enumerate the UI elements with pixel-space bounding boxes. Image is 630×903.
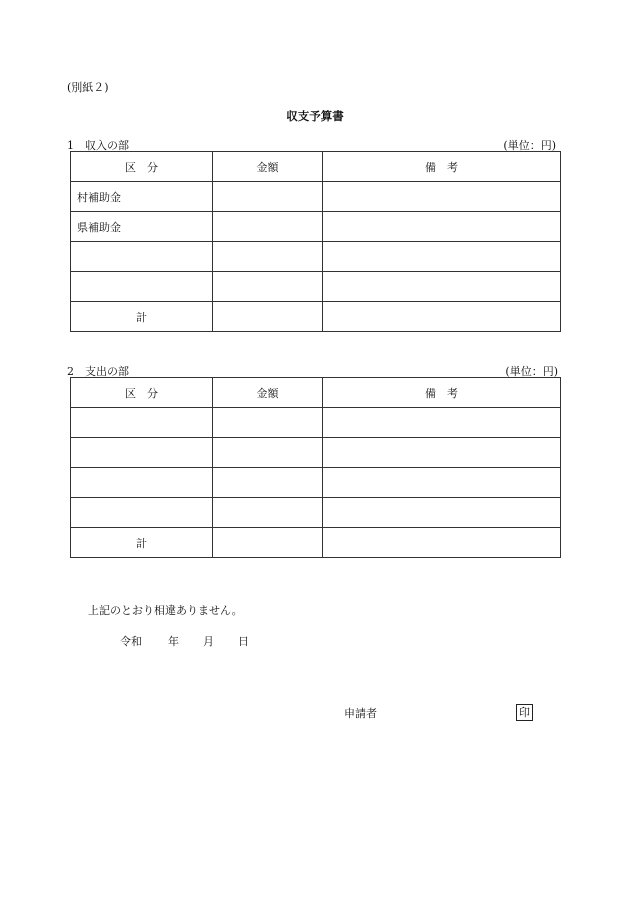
income-row-remarks [323, 242, 561, 272]
expenditure-header-remarks: 備 考 [323, 378, 561, 408]
expenditure-row [71, 408, 561, 438]
income-row-amount [213, 212, 323, 242]
applicant-label: 申請者 [344, 707, 377, 720]
expenditure-row-remarks [323, 468, 561, 498]
expenditure-row-remarks [323, 408, 561, 438]
expenditure-row [71, 438, 561, 468]
income-row [71, 182, 561, 212]
income-header-remarks: 備 考 [323, 152, 561, 182]
seal-mark: 印 [516, 704, 533, 721]
date-month: 月 [203, 635, 214, 648]
expenditure-row-category [71, 438, 213, 468]
expenditure-row-amount [213, 468, 323, 498]
expenditure-total-label: 計 [71, 528, 213, 558]
annex-label: (別紙２) [67, 81, 109, 94]
income-table [70, 151, 561, 332]
income-total-amount [213, 302, 323, 332]
expenditure-total-row [71, 528, 561, 558]
income-header-row [71, 152, 561, 182]
income-row [71, 212, 561, 242]
income-row [71, 272, 561, 302]
expenditure-row-remarks [323, 498, 561, 528]
income-total-remarks [323, 302, 561, 332]
income-row-category: 県補助金 [71, 212, 213, 242]
income-row-category: 村補助金 [71, 182, 213, 212]
expenditure-row-category [71, 498, 213, 528]
income-row-amount [213, 182, 323, 212]
expenditure-header-amount: 金額 [213, 378, 323, 408]
expenditure-header-row [71, 378, 561, 408]
expenditure-row-remarks [323, 438, 561, 468]
income-header-category: 区 分 [71, 152, 213, 182]
expenditure-row-category [71, 468, 213, 498]
date-year: 年 [168, 635, 179, 648]
expenditure-row [71, 498, 561, 528]
expenditure-section-heading: 2 支出の部 [67, 365, 129, 378]
income-total-label: 計 [71, 302, 213, 332]
date-day: 日 [238, 635, 249, 648]
date-era: 令和 [120, 635, 142, 648]
expenditure-row-category [71, 408, 213, 438]
expenditure-row [71, 468, 561, 498]
income-unit-label: (単位：円) [503, 139, 556, 152]
date-line [120, 633, 249, 649]
document-title: 収支予算書 [286, 109, 344, 123]
income-row-category [71, 272, 213, 302]
income-row [71, 242, 561, 272]
income-row-amount [213, 272, 323, 302]
expenditure-row-amount [213, 498, 323, 528]
expenditure-unit-label: (単位：円) [505, 365, 558, 378]
expenditure-row-amount [213, 438, 323, 468]
income-row-remarks [323, 212, 561, 242]
expenditure-header-category: 区 分 [71, 378, 213, 408]
expenditure-total-remarks [323, 528, 561, 558]
income-row-remarks [323, 182, 561, 212]
expenditure-total-amount [213, 528, 323, 558]
declaration-statement: 上記のとおり相違ありません。 [88, 604, 243, 617]
expenditure-table [70, 377, 561, 558]
income-row-amount [213, 242, 323, 272]
expenditure-row-amount [213, 408, 323, 438]
income-row-remarks [323, 272, 561, 302]
income-row-category [71, 242, 213, 272]
income-total-row [71, 302, 561, 332]
income-section-heading: 1 収入の部 [67, 139, 129, 152]
income-header-amount: 金額 [213, 152, 323, 182]
